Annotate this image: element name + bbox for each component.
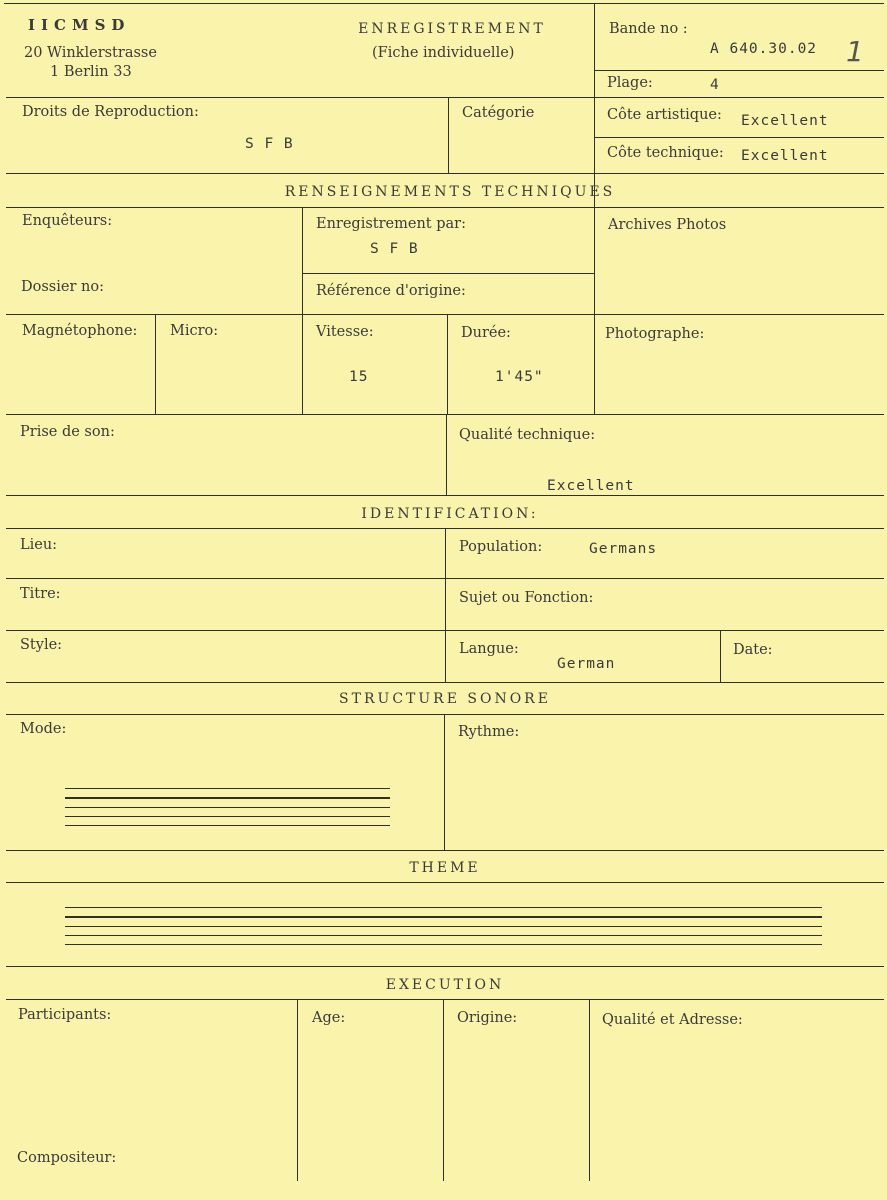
- rule-reference-top: [302, 273, 594, 274]
- titre-label: Titre:: [20, 586, 61, 602]
- rule-tech-heading-bottom: [6, 207, 884, 208]
- mode-staff: [65, 788, 390, 834]
- qualite-technique-value: Excellent: [547, 478, 635, 494]
- qualite-adresse-label: Qualité et Adresse:: [602, 1012, 743, 1028]
- rule-categorie-left: [448, 97, 449, 174]
- droits-label: Droits de Reproduction:: [22, 104, 199, 120]
- rule-rights-bottom: [6, 173, 884, 174]
- rythme-label: Rythme:: [458, 724, 520, 740]
- date-label: Date:: [733, 642, 773, 658]
- prise-de-son-label: Prise de son:: [20, 424, 115, 440]
- theme-staff: [65, 907, 822, 953]
- langue-value: German: [557, 656, 616, 672]
- rule-duree-left: [447, 314, 448, 415]
- rule-qualite-left: [446, 414, 447, 496]
- dossier-label: Dossier no:: [21, 279, 104, 295]
- rule-top: [4, 3, 884, 4]
- bande-handwritten-mark: 1: [846, 35, 864, 68]
- cote-technique-value: Excellent: [741, 148, 829, 164]
- rule-qualite-adresse-left: [589, 999, 590, 1181]
- cote-artistique-value: Excellent: [741, 113, 829, 129]
- rule-header-bottom: [6, 97, 884, 98]
- participants-label: Participants:: [18, 1007, 112, 1023]
- mode-label: Mode:: [20, 721, 67, 737]
- rule-plage-top: [594, 70, 884, 71]
- enqueteurs-label: Enquêteurs:: [22, 213, 113, 229]
- rule-theme-bottom: [6, 966, 884, 967]
- bande-label: Bande no :: [609, 21, 688, 37]
- vitesse-value: 15: [349, 369, 369, 385]
- plage-value: 4: [710, 77, 720, 93]
- micro-label: Micro:: [170, 323, 219, 339]
- lieu-label: Lieu:: [20, 537, 58, 553]
- enregistrement-par-label: Enregistrement par:: [316, 216, 466, 232]
- plage-label: Plage:: [607, 75, 653, 91]
- execution-heading: EXECUTION: [385, 977, 505, 993]
- duree-value: 1'45": [495, 369, 544, 385]
- technique-heading: RENSEIGNEMENTS TECHNIQUES: [284, 184, 616, 200]
- structure-heading: STRUCTURE SONORE: [339, 691, 551, 707]
- address-line1: 20 Winklerstrasse: [24, 45, 157, 61]
- photographe-label: Photographe:: [605, 326, 705, 342]
- langue-label: Langue:: [459, 641, 519, 657]
- theme-heading: THEME: [409, 860, 481, 876]
- archives-photos-label: Archives Photos: [608, 217, 727, 233]
- rule-theme-heading-bottom: [6, 882, 884, 883]
- style-label: Style:: [20, 637, 63, 653]
- rule-execution-heading-bottom: [6, 999, 884, 1000]
- rule-rythme-left: [444, 714, 445, 851]
- rule-archives-left: [594, 207, 595, 415]
- rule-ident-middle: [445, 528, 446, 683]
- reference-label: Référence d'origine:: [316, 283, 466, 299]
- form-subtitle: (Fiche individuelle): [372, 45, 515, 61]
- compositeur-label: Compositeur:: [17, 1150, 117, 1166]
- magnetophone-label: Magnétophone:: [22, 323, 138, 339]
- population-value: Germans: [589, 541, 658, 557]
- identification-heading: IDENTIFICATION:: [361, 506, 539, 522]
- origine-label: Origine:: [457, 1010, 518, 1026]
- cote-artistique-label: Côte artistique:: [607, 107, 722, 123]
- rule-dossier-bottom: [6, 314, 884, 315]
- qualite-technique-label: Qualité technique:: [459, 427, 596, 443]
- rule-origine-left: [443, 999, 444, 1181]
- address-line2: 1 Berlin 33: [50, 64, 132, 80]
- population-label: Population:: [459, 539, 543, 555]
- rule-vitesse-bottom: [6, 414, 884, 415]
- form-title: ENREGISTREMENT: [358, 21, 546, 37]
- institute-logo: IICMSD: [28, 16, 131, 34]
- rule-enregistrement-left: [302, 207, 303, 415]
- sujet-label: Sujet ou Fonction:: [459, 590, 594, 606]
- duree-label: Durée:: [461, 325, 511, 341]
- rule-micro-left: [155, 314, 156, 415]
- age-label: Age:: [312, 1010, 346, 1026]
- enregistrement-par-value: S F B: [370, 241, 419, 257]
- cote-technique-label: Côte technique:: [607, 145, 724, 161]
- rule-age-left: [297, 999, 298, 1181]
- droits-value: S F B: [245, 136, 294, 152]
- rule-cote-divider: [594, 137, 884, 138]
- rule-date-left: [720, 630, 721, 683]
- rule-prise-bottom: [6, 495, 884, 496]
- vitesse-label: Vitesse:: [316, 324, 374, 340]
- categorie-label: Catégorie: [462, 105, 535, 121]
- rule-header-right: [594, 3, 595, 208]
- bande-value: A 640.30.02: [710, 41, 818, 57]
